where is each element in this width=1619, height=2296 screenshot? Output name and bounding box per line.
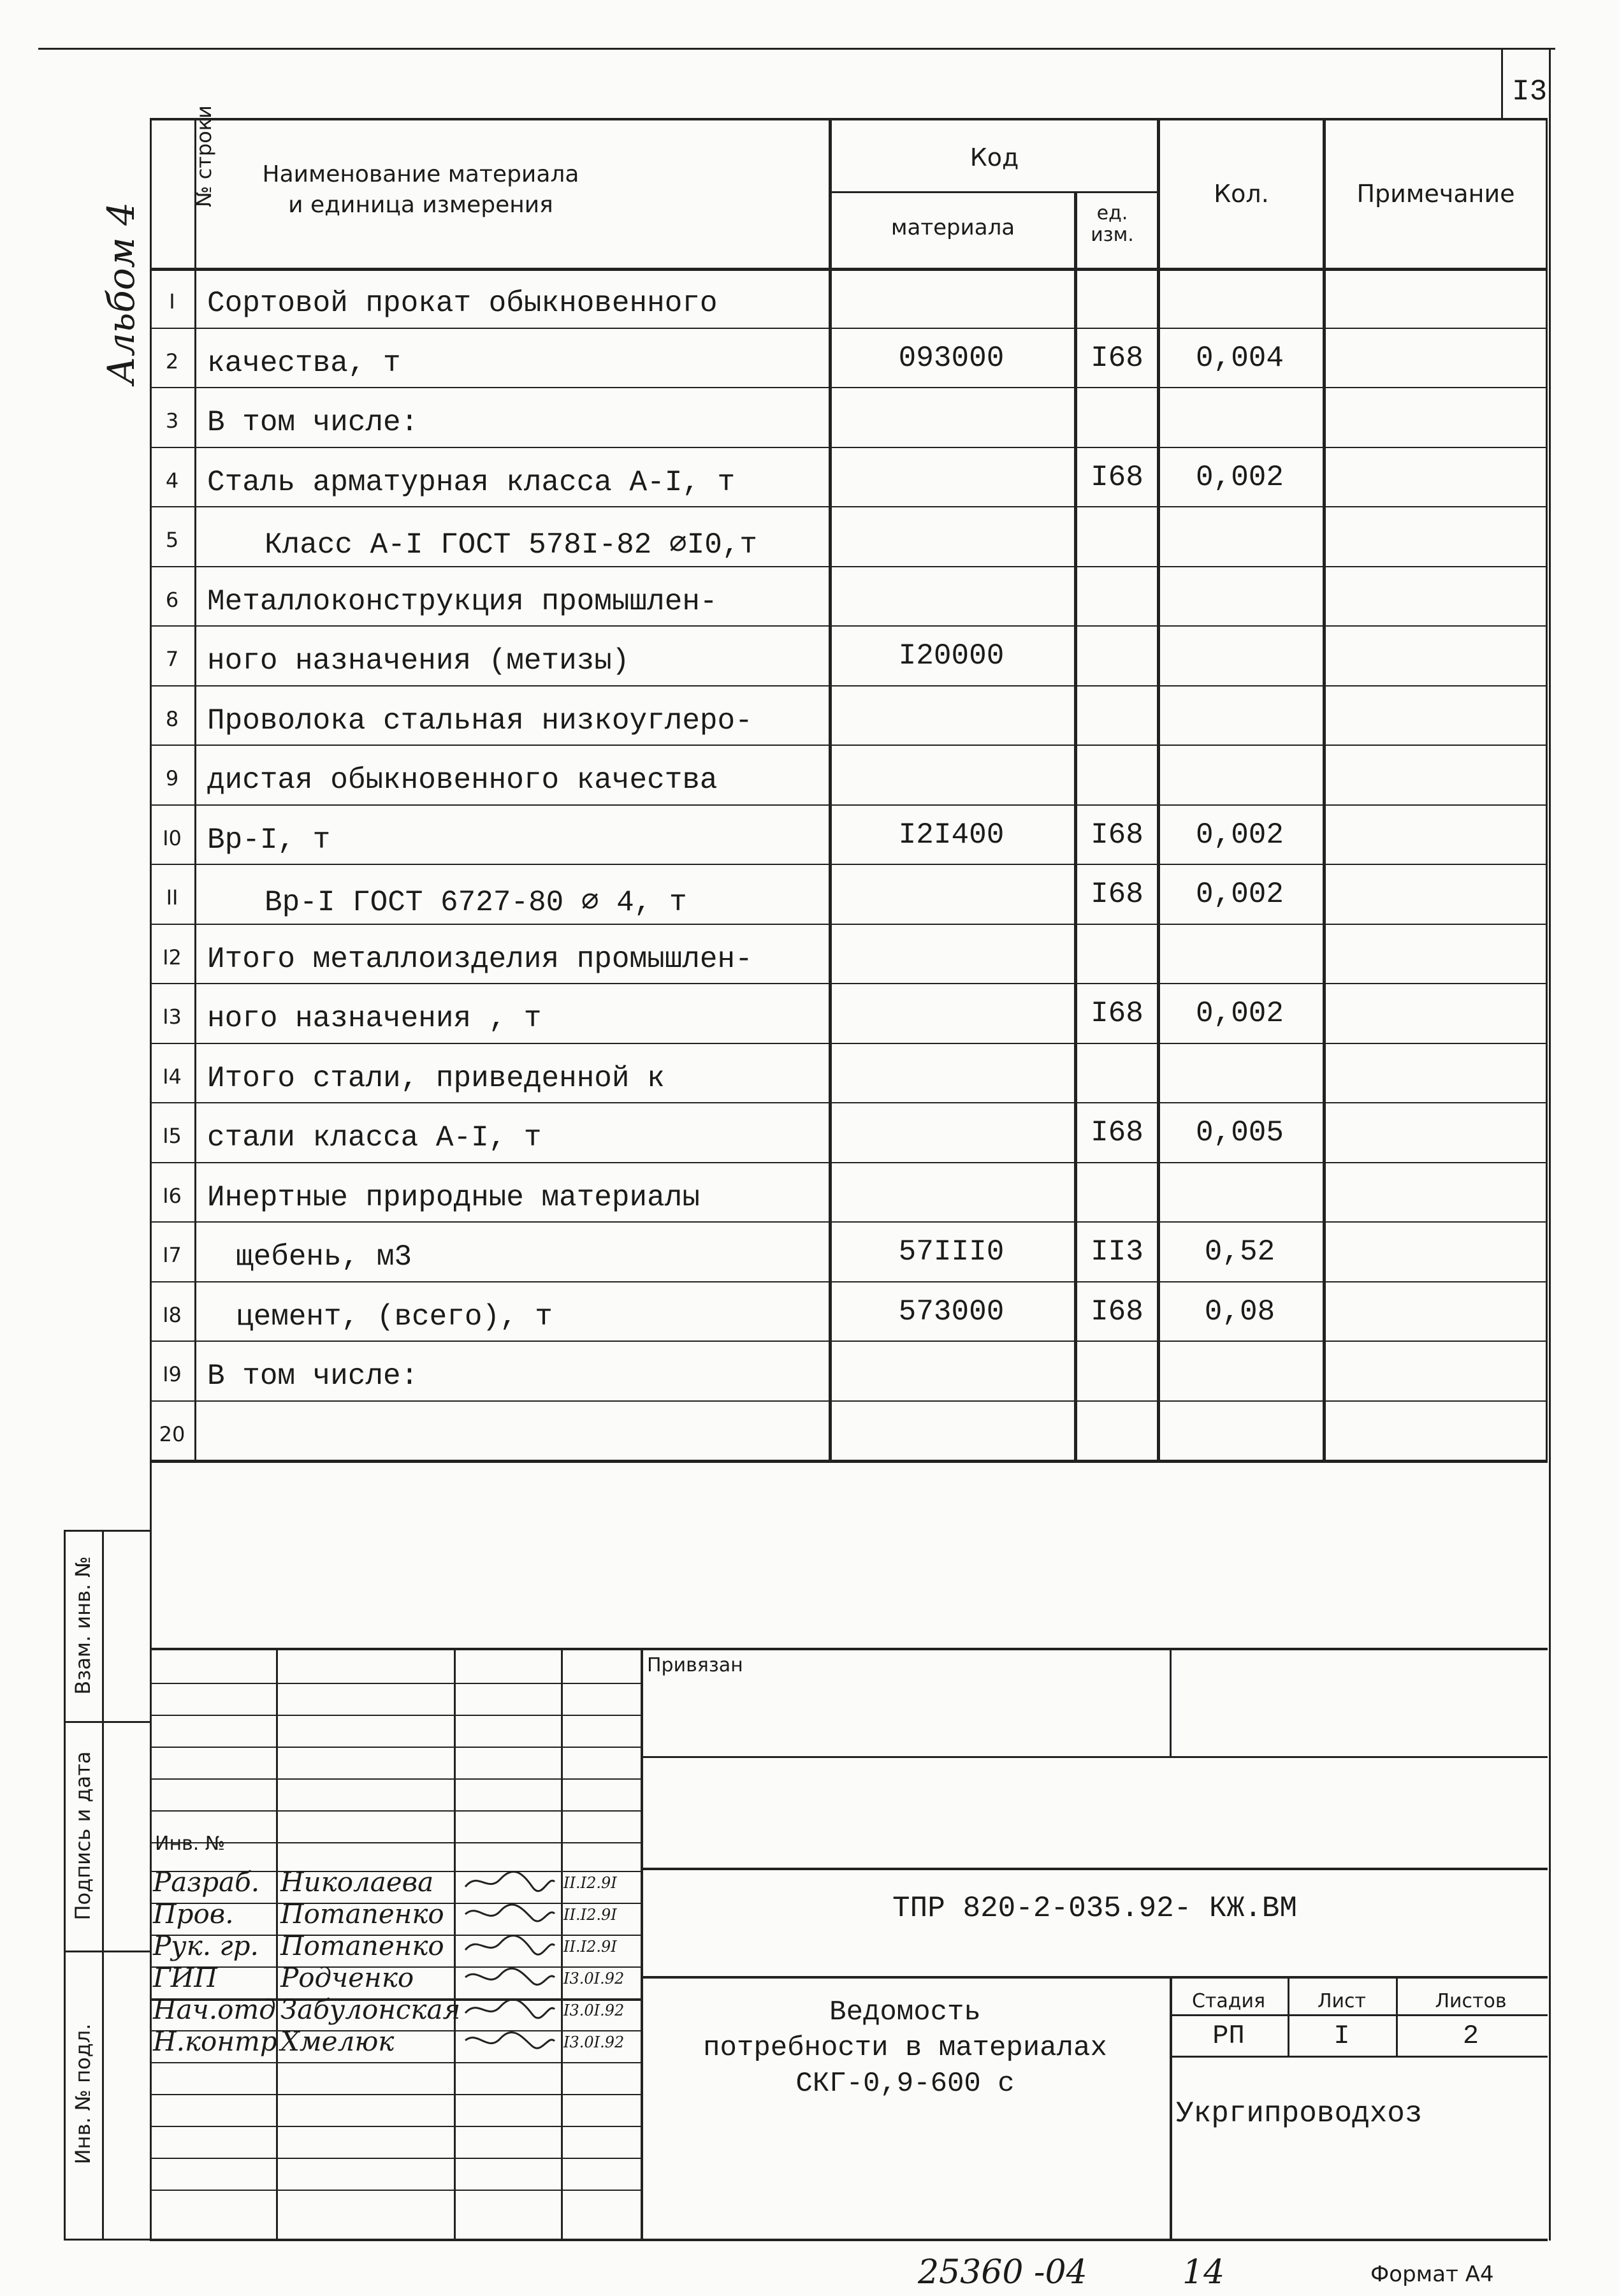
row-number: 3 — [165, 409, 179, 433]
row-number: I0 — [163, 825, 182, 850]
signer-row-line — [150, 2094, 641, 2095]
signer-name: Родченко — [280, 1962, 414, 1993]
stamp-grid-line — [150, 1778, 641, 1780]
header-code-material: материала — [890, 215, 1015, 240]
row-name: Класс А-I ГОСТ 578I-82 ⌀I0,т — [265, 528, 758, 562]
row-name: ного назначения (метизы) — [207, 644, 630, 678]
row-name: ного назначения , т — [207, 1002, 542, 1035]
stamp-grid-line — [150, 1810, 641, 1812]
row-number: 9 — [165, 766, 179, 790]
row-name: щебень, м3 — [236, 1240, 412, 1274]
stamp-grid-line — [150, 1715, 641, 1716]
stage-value: РП — [1212, 2021, 1245, 2051]
side-stamp-mid-line — [102, 1530, 104, 2241]
privyazan-bottom-line — [641, 1756, 1548, 1758]
row-number: 8 — [165, 706, 179, 731]
header-code-unit: ед. изм. — [1091, 202, 1134, 246]
header-note: Примечание — [1356, 180, 1515, 208]
sheets-value: 2 — [1462, 2021, 1479, 2051]
signer-role: Рук. гр. — [153, 1930, 259, 1961]
row-number: I5 — [163, 1124, 182, 1148]
code-sub-line — [829, 191, 1157, 193]
doc-code-bottom-line — [641, 1976, 1548, 1979]
signer-date: I3.0I.92 — [563, 1970, 625, 1987]
side-stamp-bottom-line — [64, 2239, 150, 2241]
stage-value-line — [1170, 2056, 1548, 2058]
doc-code-top-line — [641, 1868, 1548, 1870]
row-qty: 0,005 — [1195, 1116, 1284, 1149]
signer-date: II.I2.9I — [563, 1906, 617, 1924]
row-name: Итого стали, приведенной к — [207, 1061, 665, 1095]
row-unit-code: I68 — [1091, 341, 1143, 375]
stamp-inv-podl: Инв. № подл. — [71, 2023, 95, 2165]
signer-row-line — [150, 2190, 641, 2191]
signature-scribble — [462, 1995, 558, 2024]
side-stamp-left-line — [64, 1530, 66, 2241]
stamp-podpis: Подпись и дата — [71, 1751, 95, 1921]
sheet-number: I3 — [1512, 75, 1548, 108]
row-number: I2 — [163, 945, 182, 970]
format-label: Формат А4 — [1370, 2262, 1494, 2287]
signer-row-line — [150, 2126, 641, 2127]
row-number: I4 — [163, 1064, 182, 1089]
row-name: цемент, (всего), т — [236, 1300, 553, 1333]
privyazan-right-line — [1170, 1648, 1172, 1756]
row-qty: 0,004 — [1195, 341, 1284, 375]
signer-row-line — [150, 2158, 641, 2159]
header-code: Код — [969, 143, 1019, 171]
row-name: Сталь арматурная класса А-I, т — [207, 465, 736, 499]
doc-title-2: потребности в материалах — [703, 2032, 1107, 2064]
signer-name: Хмелюк — [280, 2026, 395, 2057]
row-name: Инертные природные материалы — [207, 1181, 700, 1214]
row-material-code: I2I400 — [898, 818, 1005, 852]
row-name: Металлоконструкция промышлен- — [207, 585, 718, 618]
doc-title-1: Ведомость — [829, 1996, 981, 2028]
signer-date: II.I2.9I — [563, 1938, 617, 1956]
stamp-column-line — [454, 1648, 456, 2241]
row-unit-code: I68 — [1091, 997, 1143, 1030]
row-number: 7 — [165, 647, 179, 671]
signer-role: ГИП — [153, 1962, 218, 1993]
row-material-code: 57III0 — [898, 1235, 1005, 1268]
row-name: качества, т — [207, 346, 401, 380]
row-number: I8 — [163, 1302, 182, 1327]
row-name: Итого металлоизделия промышлен- — [207, 942, 753, 976]
signer-role: Разраб. — [153, 1866, 260, 1898]
row-number: II — [166, 885, 178, 910]
row-unit-code: I68 — [1091, 818, 1143, 852]
album-label: Альбом 4 — [99, 201, 143, 385]
signer-role: Н.контр — [153, 2026, 277, 2057]
sheets-label: Листов — [1435, 1990, 1507, 2012]
row-number: 2 — [165, 349, 179, 374]
organization: Укргипроводхоз — [1176, 2097, 1423, 2130]
sheet-value: I — [1333, 2021, 1350, 2051]
title-block-left-line — [150, 1460, 152, 2241]
archive-number: 25360 -04 — [918, 2253, 1087, 2292]
signer-role: Нач.отд — [153, 1994, 276, 2025]
row-number: I — [169, 289, 175, 314]
row-material-code: 573000 — [898, 1295, 1005, 1328]
row-unit-code: I68 — [1091, 1295, 1143, 1328]
stamp-grid-line — [150, 1683, 641, 1684]
top-frame-line — [38, 48, 1555, 50]
signer-date: I3.0I.92 — [563, 2033, 625, 2051]
row-unit-code: I68 — [1091, 878, 1143, 911]
row-name: стали класса А-I, т — [207, 1121, 542, 1154]
row-number: 5 — [165, 528, 179, 552]
row-qty: 0,002 — [1195, 878, 1284, 911]
row-name: Вр-I, т — [207, 823, 331, 857]
side-stamp-line-2 — [64, 1951, 150, 1952]
row-unit-code: II3 — [1091, 1235, 1143, 1268]
row-number: I6 — [163, 1183, 182, 1208]
row-name: В том числе: — [207, 1360, 419, 1393]
sheet-label: Лист — [1317, 1990, 1367, 2012]
header-row-no: № строки — [192, 105, 216, 207]
doc-code: ТПР 820-2-035.92- КЖ.ВМ — [892, 1892, 1297, 1925]
row-qty: 0,002 — [1195, 997, 1284, 1030]
signer-date: II.I2.9I — [563, 1874, 617, 1892]
row-name: Вр-I ГОСТ 6727-80 ⌀ 4, т — [265, 886, 687, 919]
row-qty: 0,002 — [1195, 818, 1284, 852]
row-number: 6 — [165, 587, 179, 612]
row-name: В том числе: — [207, 406, 419, 439]
row-qty: 0,52 — [1204, 1235, 1275, 1268]
title-block-bottom-line — [150, 2239, 1548, 2241]
row-name: Проволока стальная низкоуглеро- — [207, 704, 753, 737]
table-bottom-line — [150, 1460, 1548, 1463]
row-unit-code: I68 — [1091, 1116, 1143, 1149]
header-qty: Кол. — [1214, 180, 1269, 208]
signer-role: Пров. — [153, 1898, 234, 1929]
signature-scribble — [462, 2027, 558, 2056]
doc-title-3: СКГ-0,9-600 с — [795, 2068, 1015, 2100]
sheet-number-box-left — [1501, 48, 1503, 118]
row-number: 20 — [159, 1421, 185, 1446]
page-number: 14 — [1182, 2253, 1225, 2292]
stage-header-line — [1170, 2014, 1548, 2016]
row-name: дистая обыкновенного качества — [207, 764, 718, 797]
table-top-line — [150, 118, 1548, 120]
signer-name: Потапенко — [280, 1930, 444, 1961]
table-row — [150, 1400, 1546, 1460]
privyazan-label: Привязан — [647, 1654, 743, 1676]
row-qty: 0,002 — [1195, 460, 1284, 494]
title-block-top-line — [150, 1648, 1548, 1650]
row-material-code: I20000 — [898, 639, 1005, 672]
header-name: Наименование материала и единица измерения — [262, 161, 579, 218]
row-qty: 0,08 — [1204, 1295, 1275, 1328]
stamp-column-line — [561, 1648, 563, 2241]
signer-name: Потапенко — [280, 1898, 444, 1929]
stamp-column-line — [276, 1648, 278, 2241]
signature-scribble — [462, 1900, 558, 1929]
row-number: 4 — [165, 468, 179, 493]
stage-label: Стадия — [1191, 1990, 1266, 2012]
signature-scribble — [462, 1963, 558, 1993]
row-number: I9 — [163, 1362, 182, 1386]
row-number: I3 — [163, 1005, 182, 1029]
table-column-line — [1546, 118, 1548, 1462]
row-material-code: 093000 — [898, 341, 1005, 375]
stamp-grid-line — [150, 1747, 641, 1748]
row-number: I7 — [163, 1243, 182, 1267]
stamp-vzam: Взам. инв. № — [71, 1556, 95, 1695]
inv-no-label: Инв. № — [155, 1833, 226, 1855]
signer-date: I3.0I.92 — [563, 2002, 625, 2019]
signer-name: Николаева — [280, 1866, 434, 1898]
title-block-divider — [641, 1648, 643, 2241]
row-name: Сортовой прокат обыкновенного — [207, 287, 718, 320]
signer-row-line — [150, 2062, 641, 2063]
signature-scribble — [462, 1868, 558, 1897]
right-frame-line — [1549, 48, 1551, 2241]
signature-scribble — [462, 1931, 558, 1961]
side-stamp-line-1 — [64, 1721, 150, 1723]
signer-name: Забулонская — [280, 1994, 461, 2025]
row-unit-code: I68 — [1091, 460, 1143, 494]
